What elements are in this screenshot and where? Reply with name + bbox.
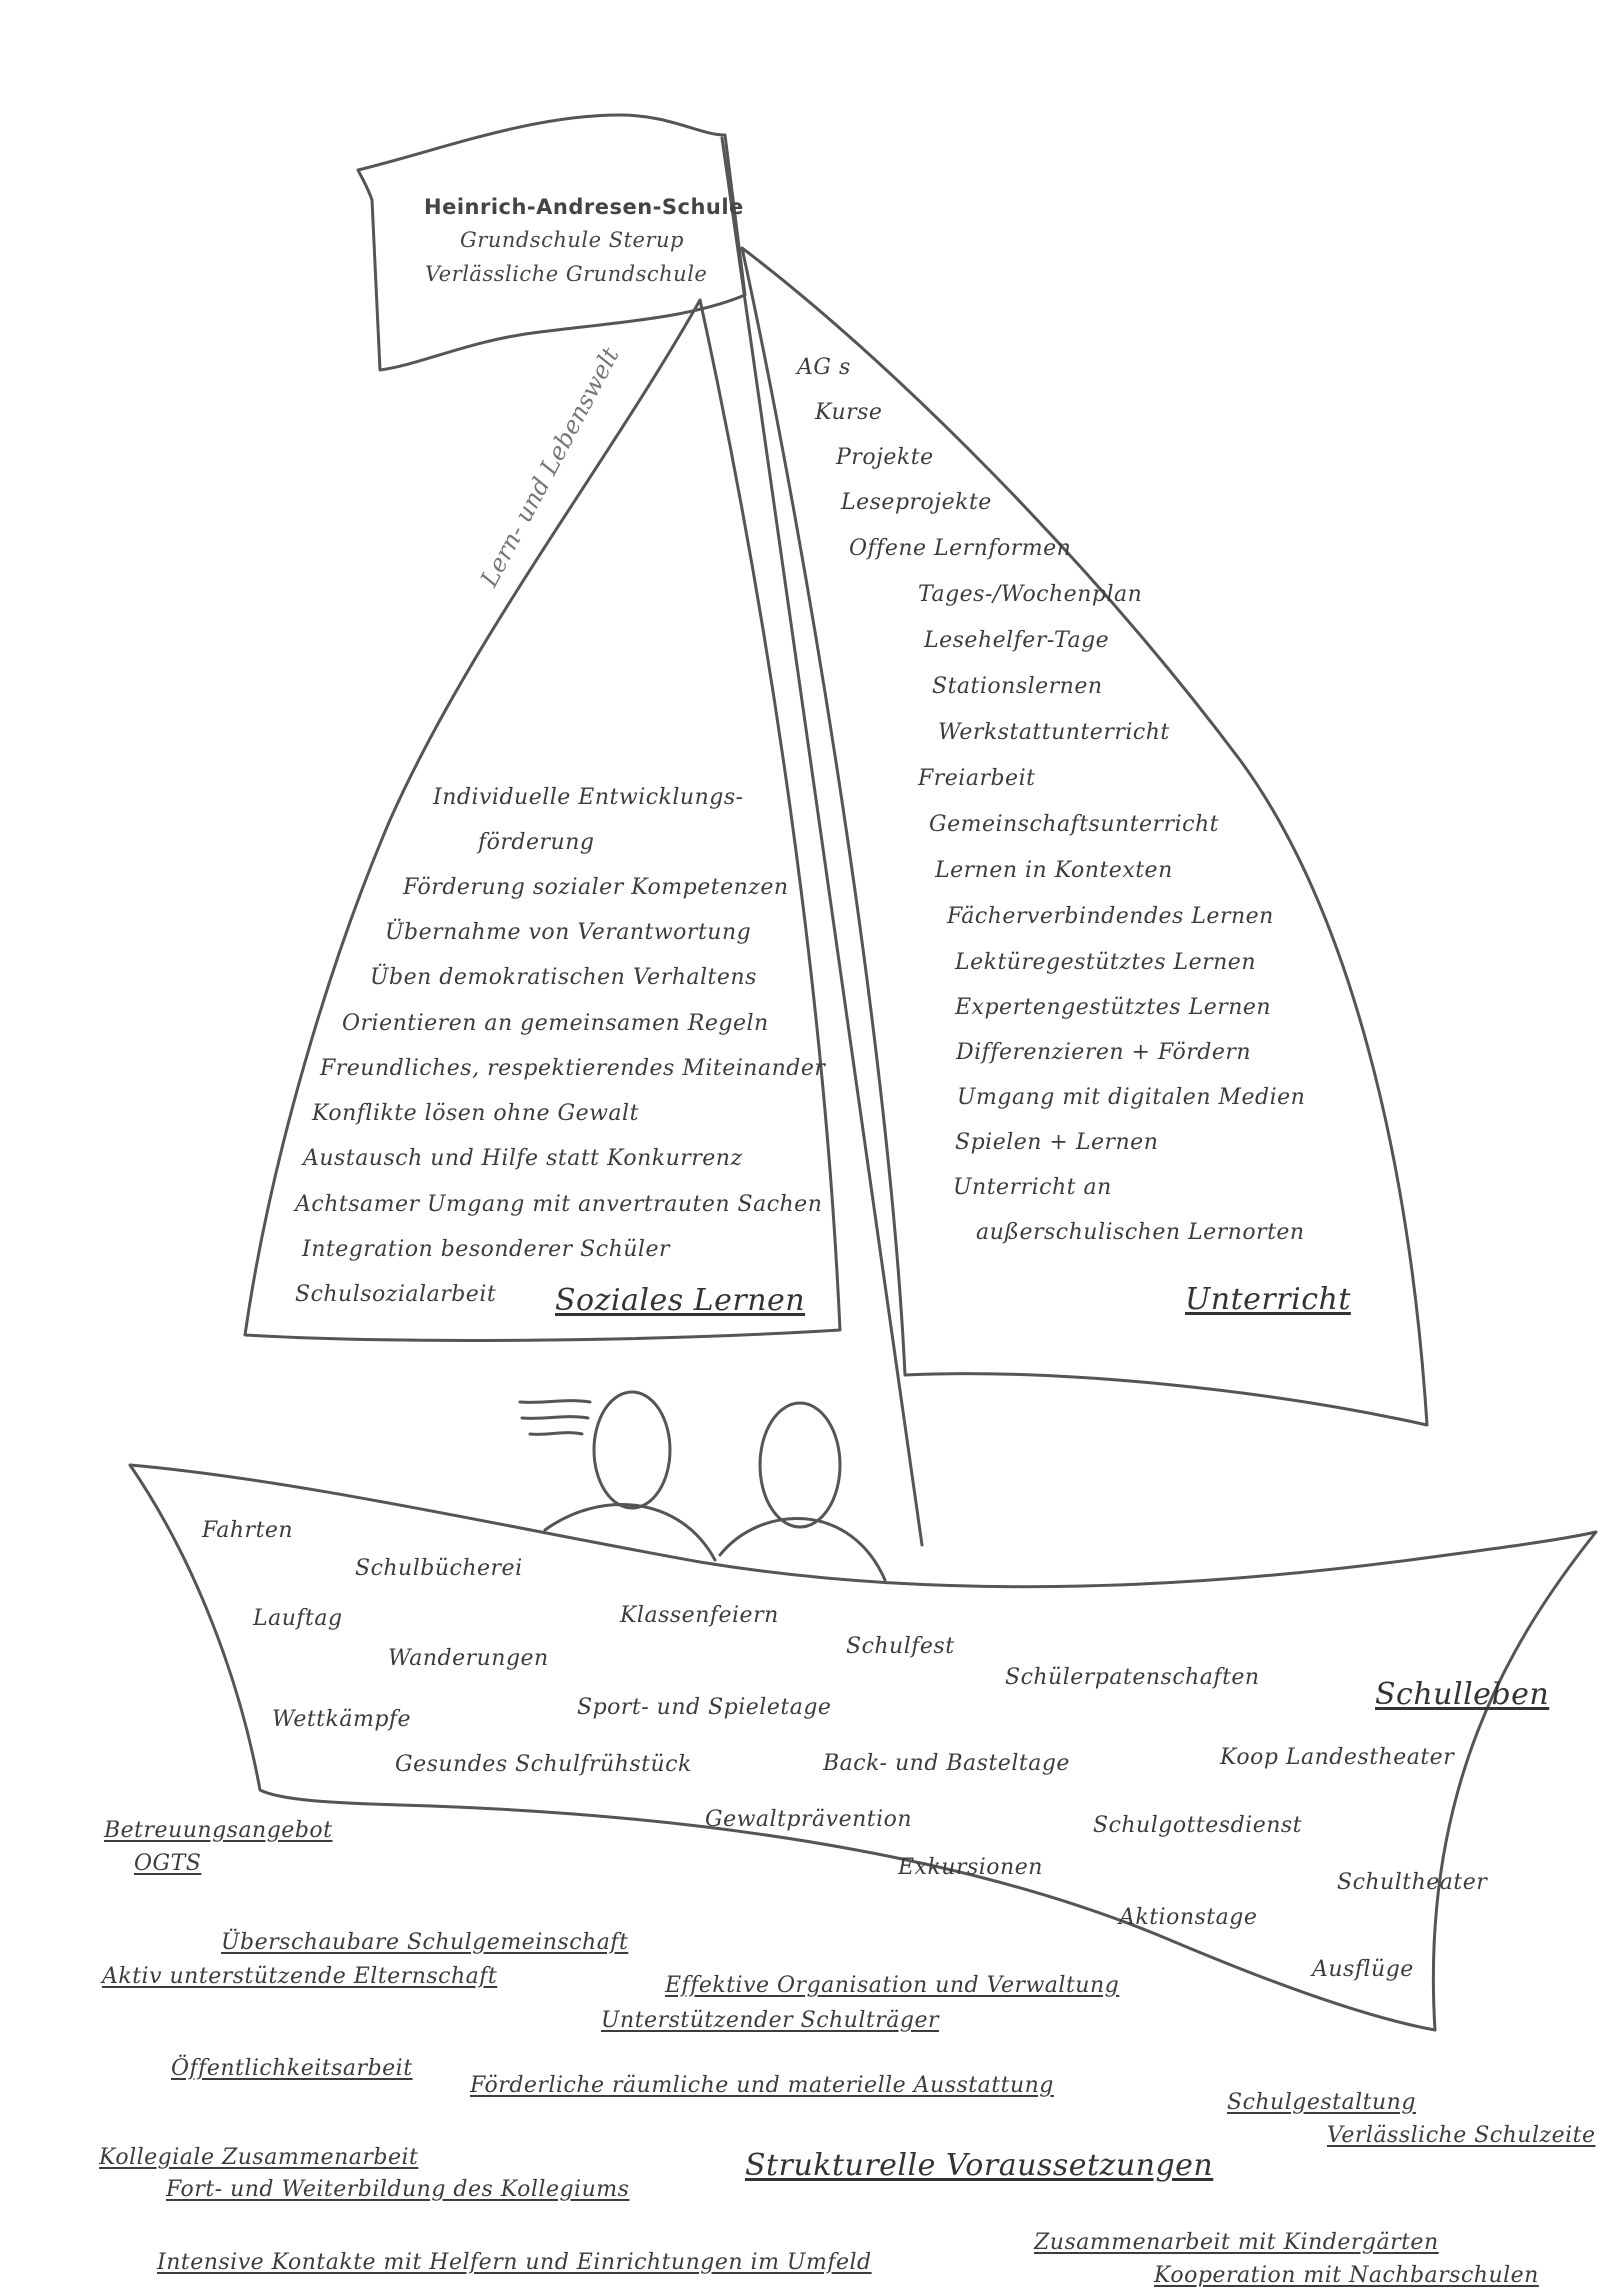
right-sail-item: Lektüregestütztes Lernen [955,950,1256,975]
right-sail-item: Stationslernen [932,674,1103,699]
hull-item: Wanderungen [388,1646,549,1671]
person-head-left [594,1392,670,1508]
structure-item: Kooperation mit Nachbarschulen [1154,2263,1539,2288]
hull-item: Fahrten [202,1518,294,1543]
speed-line [520,1401,590,1403]
speed-line [530,1433,582,1435]
right-sail-item: Leseprojekte [841,490,992,515]
left-sail-item: Freundliches, respektierendes Miteinander [320,1056,826,1081]
structure-item: Kollegiale Zusammenarbeit [99,2145,419,2170]
left-sail-item: Achtsamer Umgang mit anvertrauten Sachen [295,1192,823,1217]
hull-item: Ausflüge [1312,1957,1414,1982]
hull-heading: Schulleben [1375,1677,1550,1712]
right-sail-item: Unterricht an [953,1175,1112,1200]
right-sail-item: Kurse [815,400,883,425]
left-sail-item: Förderung sozialer Kompetenzen [403,875,789,900]
structure-item: Verlässliche Schulzeite [1327,2123,1596,2148]
hull-item: Koop Landestheater [1220,1745,1455,1770]
left-sail-item: Schulsozialarbeit [295,1282,497,1307]
hull-item: Aktionstage [1119,1905,1258,1930]
left-sail-item: Konflikte lösen ohne Gewalt [312,1101,639,1126]
right-sail-item: Lernen in Kontexten [935,858,1173,883]
hull-item: Back- und Basteltage [823,1751,1070,1776]
right-sail-item: Offene Lernformen [849,536,1072,561]
right-sail-item: AG s [797,355,851,380]
left-sail-heading: Soziales Lernen [555,1283,806,1318]
right-sail-item: Umgang mit digitalen Medien [957,1085,1306,1110]
left-sail-vertical-label: Lern- und Lebenswelt [475,342,625,592]
flag-school-mode: Verlässliche Grundschule [425,262,708,286]
structure-item: Schulgestaltung [1227,2090,1416,2115]
left-sail-item: Üben demokratischen Verhaltens [370,965,757,990]
structure-item: Fort- und Weiterbildung des Kollegiums [166,2177,630,2202]
left-sail-item: Austausch und Hilfe statt Konkurrenz [303,1146,743,1171]
left-sail-item: Übernahme von Verantwortung [385,920,752,945]
right-sail-heading: Unterricht [1185,1282,1351,1317]
left-sail-item: Integration besonderer Schüler [302,1237,670,1262]
hull-item: Schülerpatenschaften [1005,1665,1260,1690]
hull-item: Klassenfeiern [620,1603,779,1628]
structure-item: Aktiv unterstützende Elternschaft [102,1964,498,1989]
structure-item: OGTS [134,1851,202,1876]
left-sail-item: förderung [478,830,595,855]
hull-item: Sport- und Spieletage [577,1695,832,1720]
structure-item: Öffentlichkeitsarbeit [171,2056,413,2081]
hull-item: Schulbücherei [355,1556,523,1581]
speed-line [522,1417,588,1419]
left-sail-item: Orientieren an gemeinsamen Regeln [342,1011,769,1036]
right-sail-item: Gemeinschaftsunterricht [929,812,1219,837]
hull-item: Lauftag [253,1606,343,1631]
left-sail-item: Individuelle Entwicklungs- [433,785,744,810]
structure-item: Betreuungsangebot [104,1818,333,1843]
hull-item: Gesundes Schulfrühstück [395,1752,692,1777]
right-sail-item: Werkstattunterricht [938,720,1170,745]
hull-item: Schulfest [846,1634,955,1659]
hull-item: Wettkämpfe [272,1707,412,1732]
structure-item: Überschaubare Schulgemeinschaft [221,1930,629,1955]
right-sail-item: Projekte [836,445,934,470]
structure-item: Förderliche räumliche und materielle Ausstattung [470,2073,1054,2098]
right-sail-item: außerschulischen Lernorten [976,1220,1305,1245]
hull-item: Schultheater [1337,1870,1488,1895]
right-sail-item: Expertengestütztes Lernen [955,995,1272,1020]
right-sail-item: Spielen + Lernen [955,1130,1159,1155]
hull-item: Schulgottesdienst [1093,1813,1303,1838]
hull-item: Exkursionen [898,1855,1043,1880]
person-body-left [545,1505,715,1560]
person-head-right [760,1403,840,1527]
right-sail-item: Fächerverbindendes Lernen [947,904,1274,929]
structure-item: Unterstützender Schulträger [601,2008,939,2033]
flag-school-name: Heinrich-Andresen-Schule [424,195,744,219]
right-sail-item: Freiarbeit [918,766,1036,791]
structure-item: Effektive Organisation und Verwaltung [665,1973,1120,1998]
structure-item: Zusammenarbeit mit Kindergärten [1034,2230,1439,2255]
structure-item: Intensive Kontakte mit Helfern und Einrichtungen im Umfeld [157,2250,872,2275]
right-sail-item: Lesehelfer-Tage [924,628,1110,653]
hull-item: Gewaltprävention [705,1807,913,1832]
right-sail-item: Tages-/Wochenplan [918,582,1143,607]
structure-heading: Strukturelle Voraussetzungen [745,2148,1214,2183]
right-sail-item: Differenzieren + Fördern [956,1040,1252,1065]
flag-school-type: Grundschule Sterup [460,228,684,252]
